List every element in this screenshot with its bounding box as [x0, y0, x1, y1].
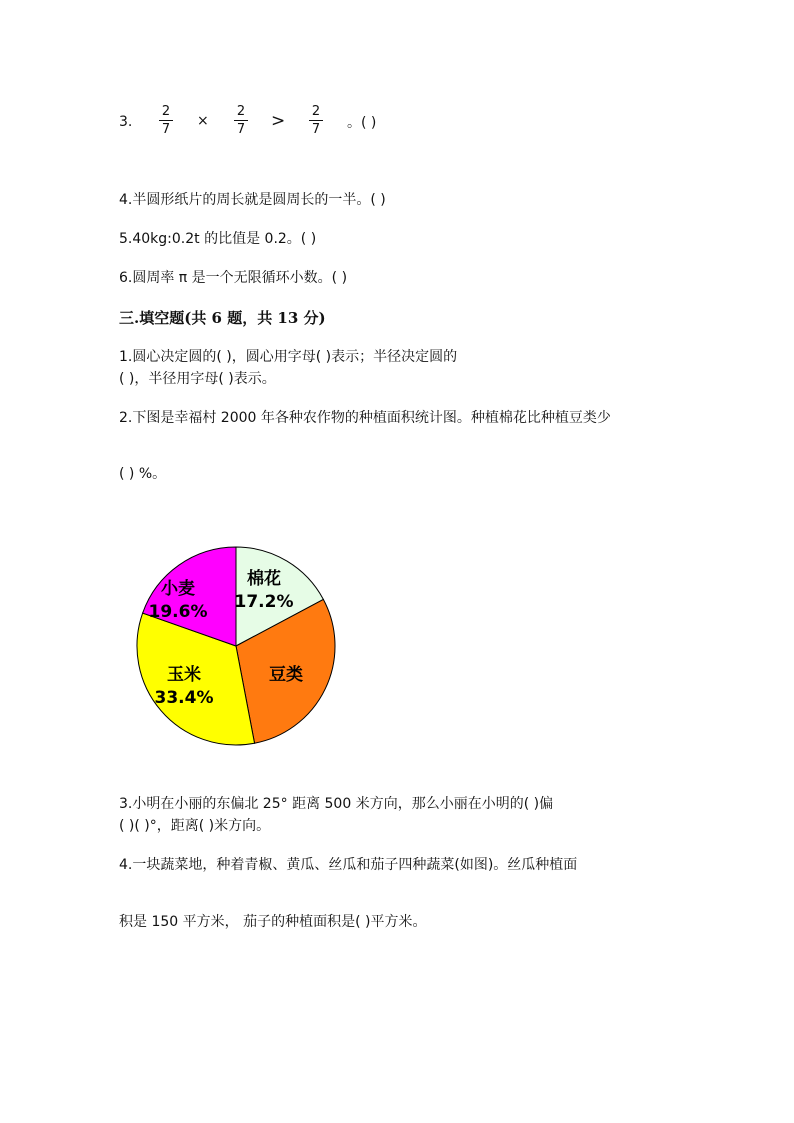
answer-blank: 。( ): [347, 115, 377, 131]
denominator: 7: [161, 122, 171, 137]
fill-3-line-2: ( )( )°，距离( )米方向。: [119, 818, 271, 834]
question-5: 5.40kg:0.2t 的比值是 0.2。( ): [119, 231, 317, 247]
pie-slice-value: 33.4%: [154, 688, 214, 708]
denominator: 7: [311, 122, 321, 137]
fill-2-line-2: ( ) %。: [119, 466, 167, 482]
fraction-bar: [159, 120, 173, 121]
question-6: 6.圆周率 π 是一个无限循环小数。( ): [119, 270, 348, 286]
fill-2-line-1: 2.下图是幸福村 2000 年各种农作物的种植面积统计图。种植棉花比种植豆类少: [119, 410, 611, 426]
multiply-operator: ×: [197, 113, 209, 129]
question-3: [119, 104, 459, 144]
fill-1-line-1: 1.圆心决定圆的( )，圆心用字母( )表示；半径决定圆的: [119, 349, 458, 365]
fraction-3: [309, 104, 323, 137]
fraction-bar: [234, 120, 248, 121]
numerator: 2: [236, 104, 246, 119]
pie-slice-value: 19.6%: [148, 602, 208, 622]
fraction-1: [159, 104, 173, 137]
fill-3-line-1: 3.小明在小丽的东偏北 25° 距离 500 米方向，那么小丽在小明的( )偏: [119, 796, 554, 812]
numerator: 2: [161, 104, 171, 119]
section-heading: 三.填空题(共 6 题，共 13 分): [119, 309, 326, 327]
pie-slices: [137, 547, 335, 745]
question-4: 4.半圆形纸片的周长就是圆周长的一半。( ): [119, 192, 386, 208]
fill-4-line-1: 4.一块蔬菜地，种着青椒、黄瓜、丝瓜和茄子四种蔬菜(如图)。丝瓜种植面: [119, 857, 578, 873]
fill-1-line-2: ( )，半径用字母( )表示。: [119, 371, 276, 387]
pie-slice-label: 棉花: [247, 569, 281, 589]
fill-4-line-2: 积是 150 平方米， 茄子的种植面积是( )平方米。: [119, 914, 427, 930]
pie-slice-label: 豆类: [269, 665, 303, 685]
greater-than-operator: >: [271, 111, 286, 131]
pie-chart: [130, 540, 350, 760]
fraction-bar: [309, 120, 323, 121]
pie-slice-value: 17.2%: [234, 592, 294, 612]
numerator: 2: [311, 104, 321, 119]
denominator: 7: [236, 122, 246, 137]
pie-slice-label: 玉米: [167, 665, 201, 685]
fraction-2: [234, 104, 248, 137]
pie-slice-label: 小麦: [161, 579, 195, 599]
question-number: 3.: [119, 114, 133, 130]
